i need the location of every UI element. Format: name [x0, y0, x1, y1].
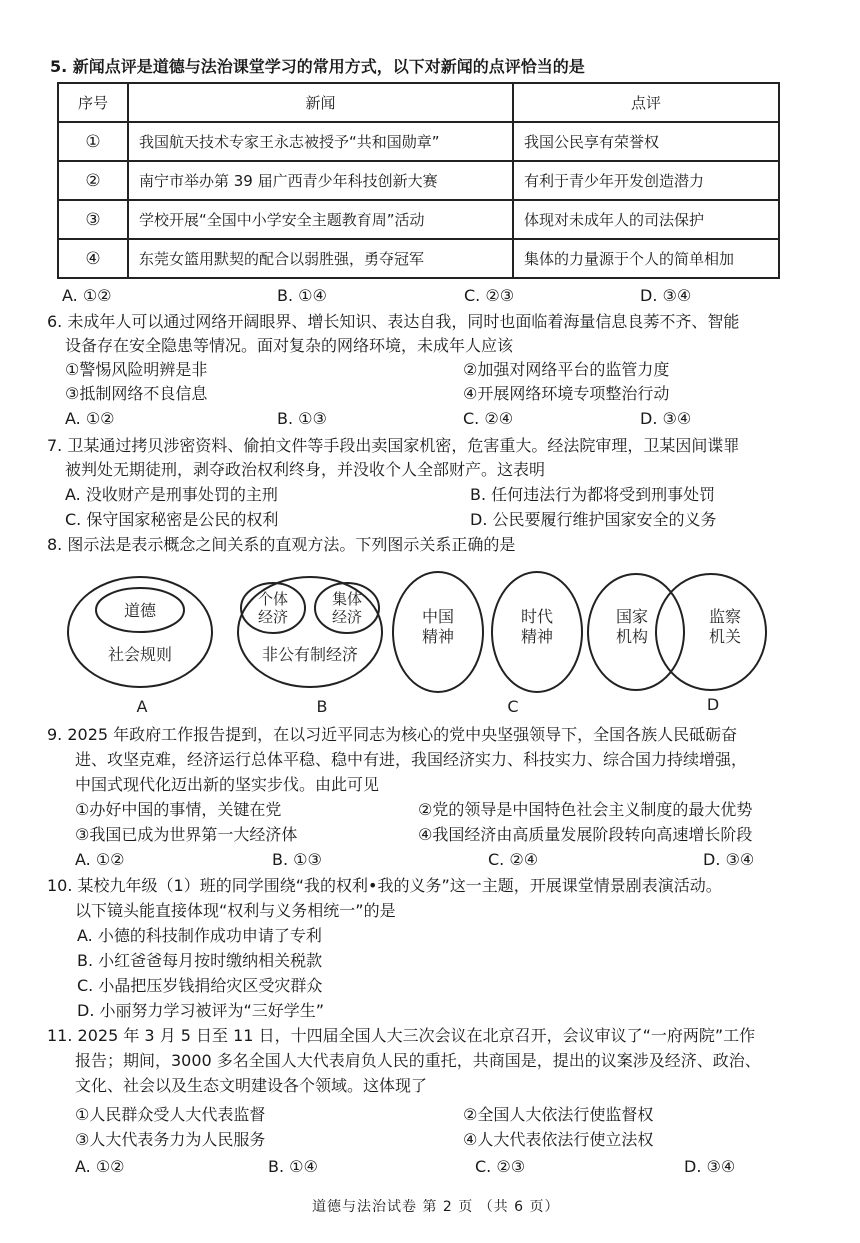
q9-stem-line2: 进、攻坚克难，经济运行总体平稳、稳中有进，我国经济实力、科技实力、综合国力持续增强，	[75, 750, 748, 769]
table-header-row	[58, 83, 779, 122]
label-era: 时代	[520, 607, 554, 626]
concept-diagrams	[60, 570, 780, 715]
label-collective: 集体	[331, 590, 363, 608]
option-c: C. ②③	[475, 1157, 526, 1176]
q7-stem-line1: 7. 卫某通过拷贝涉密资料、偷拍文件等手段出卖国家机密，危害重大。经法院审理，卫某因间谍罪	[47, 436, 740, 455]
label-nonpublic-economy: 非公有制经济	[261, 645, 359, 664]
header-seq: 序号	[58, 83, 128, 122]
q9-item-1: ①办好中国的事情，关键在党	[75, 800, 282, 819]
cell: 学校开展“全国中小学安全主题教育周”活动	[128, 200, 513, 239]
q11-item-2: ②全国人大依法行使监督权	[463, 1105, 654, 1124]
diagram-b	[238, 577, 382, 687]
label-social-rules: 社会规则	[107, 645, 173, 664]
q5-options	[62, 284, 782, 308]
q11-stem-line2: 报告；期间，3000 多名全国人大代表肩负人民的重托，共商国是，提出的议案涉及经济、政治、	[75, 1051, 761, 1070]
cell: ④	[58, 239, 128, 278]
option-c: C. ②③	[464, 286, 515, 305]
q10-option-c: C. 小晶把压岁钱捐给灾区受灾群众	[77, 976, 323, 995]
q7-stem-line2: 被判处无期徒刑，剥夺政治权利终身，并没收个人全部财产。这表明	[65, 460, 546, 479]
q6-stem-line1: 6. 未成年人可以通过网络开阔眼界、增长知识、表达自我，同时也面临着海量信息良莠不齐、智能	[47, 312, 740, 331]
label-individual: 个体	[257, 590, 289, 608]
q10-option-b: B. 小红爸爸每月按时缴纳相关税款	[77, 951, 323, 970]
q6-item-4: ④开展网络环境专项整治行动	[463, 384, 670, 403]
q6-stem-line2: 设备存在安全隐患等情况。面对复杂的网络环境，未成年人应该	[65, 336, 514, 355]
option-c: C. ②④	[488, 850, 539, 869]
q10-stem-line2: 以下镜头能直接体现“权利与义务相统一”的是	[75, 901, 396, 920]
q6-item-1: ①警惕风险明辨是非	[65, 360, 208, 379]
option-b: B. ①③	[272, 850, 322, 869]
q10-option-d: D. 小丽努力学习被评为“三好学生”	[77, 1001, 325, 1020]
label-state: 国家	[615, 607, 649, 626]
label-supervisory: 监察	[708, 607, 742, 626]
diagram-label-d: D	[706, 695, 720, 714]
header-news: 新闻	[128, 83, 513, 122]
option-d: D. ③④	[640, 286, 692, 305]
q6-options	[65, 407, 785, 431]
q10-stem-line1: 10. 某校九年级（1）班的同学围绕“我的权利•我的义务”这一主题，开展课堂情景剧表演活动。	[47, 876, 722, 895]
q9-item-4: ④我国经济由高质量发展阶段转向高速增长阶段	[418, 825, 753, 844]
cell: 有利于青少年开发创造潜力	[513, 161, 779, 200]
q11-stem-line3: 文化、社会以及生态文明建设各个领域。这体现了	[75, 1076, 428, 1095]
diagram-label-c: C	[507, 697, 519, 715]
table-row	[58, 200, 779, 239]
q9-stem-line1: 9. 2025 年政府工作报告提到，在以习近平同志为核心的党中央坚强领导下，全国各族人民砥砺奋	[47, 725, 738, 744]
label-chinese: 中国	[421, 607, 455, 626]
option-a: A. ①②	[65, 409, 115, 428]
cell: 东莞女篮用默契的配合以弱胜强，勇夺冠军	[128, 239, 513, 278]
q7-option-b: B. 任何违法行为都将受到刑事处罚	[470, 485, 716, 504]
option-d: D. ③④	[684, 1157, 736, 1176]
cell: 我国公民享有荣誉权	[513, 122, 779, 161]
diagram-c	[393, 572, 582, 692]
q6-item-3: ③抵制网络不良信息	[65, 384, 208, 403]
label-authority: 机关	[708, 627, 742, 646]
diagram-label-a: A	[136, 697, 148, 715]
option-b: B. ①③	[277, 409, 327, 428]
q9-stem-line3: 中国式现代化迈出新的坚实步伐。由此可见	[75, 775, 380, 794]
table-row	[58, 161, 779, 200]
label-economy-1: 经济	[257, 608, 289, 626]
q10-option-a: A. 小德的科技制作成功申请了专利	[77, 926, 322, 945]
q7-option-d: D. 公民要履行维护国家安全的义务	[470, 510, 717, 529]
q6-item-2: ②加强对网络平台的监管力度	[463, 360, 670, 379]
page-footer: 道德与法治试卷 第 2 页 （共 6 页）	[312, 1199, 560, 1215]
table-row	[58, 239, 779, 278]
q9-item-2: ②党的领导是中国特色社会主义制度的最大优势	[418, 800, 753, 819]
diagram-a	[68, 577, 212, 687]
q7-option-a: A. 没收财产是刑事处罚的主刑	[65, 485, 278, 504]
news-table	[57, 82, 780, 279]
q11-item-3: ③人大代表务力为人民服务	[75, 1130, 266, 1149]
q11-options	[75, 1155, 795, 1179]
label-spirit-2: 精神	[520, 627, 554, 646]
cell: 集体的力量源于个人的简单相加	[513, 239, 779, 278]
header-comment: 点评	[513, 83, 779, 122]
label-economy-2: 经济	[331, 608, 363, 626]
cell: 南宁市举办第 39 届广西青少年科技创新大赛	[128, 161, 513, 200]
option-c: C. ②④	[463, 409, 514, 428]
option-d: D. ③④	[640, 409, 692, 428]
cell: ③	[58, 200, 128, 239]
q8-stem: 8. 图示法是表示概念之间关系的直观方法。下列图示关系正确的是	[47, 535, 516, 554]
option-b: B. ①④	[268, 1157, 318, 1176]
option-d: D. ③④	[703, 850, 755, 869]
q7-option-c: C. 保守国家秘密是公民的权利	[65, 510, 279, 529]
cell: 我国航天技术专家王永志被授予“共和国勋章”	[128, 122, 513, 161]
label-organs: 机构	[615, 627, 649, 646]
q9-item-3: ③我国已成为世界第一大经济体	[75, 825, 298, 844]
cell: ①	[58, 122, 128, 161]
q11-stem-line1: 11. 2025 年 3 月 5 日至 11 日，十四届全国人大三次会议在北京召开，会议审议了“一府两院”工作	[47, 1026, 756, 1045]
option-a: A. ①②	[75, 850, 125, 869]
q5-stem: 5. 新闻点评是道德与法治课堂学习的常用方式，以下对新闻的点评恰当的是	[50, 57, 585, 76]
label-spirit-1: 精神	[421, 627, 455, 646]
q11-item-1: ①人民群众受人大代表监督	[75, 1105, 266, 1124]
cell: 体现对未成年人的司法保护	[513, 200, 779, 239]
option-a: A. ①②	[62, 286, 112, 305]
option-b: B. ①④	[277, 286, 327, 305]
diagram-d	[588, 574, 766, 690]
option-a: A. ①②	[75, 1157, 125, 1176]
diagram-label-b: B	[316, 697, 328, 715]
cell: ②	[58, 161, 128, 200]
q9-options	[75, 848, 795, 872]
q11-item-4: ④人大代表依法行使立法权	[463, 1130, 654, 1149]
label-morality: 道德	[123, 601, 157, 620]
table-row	[58, 122, 779, 161]
